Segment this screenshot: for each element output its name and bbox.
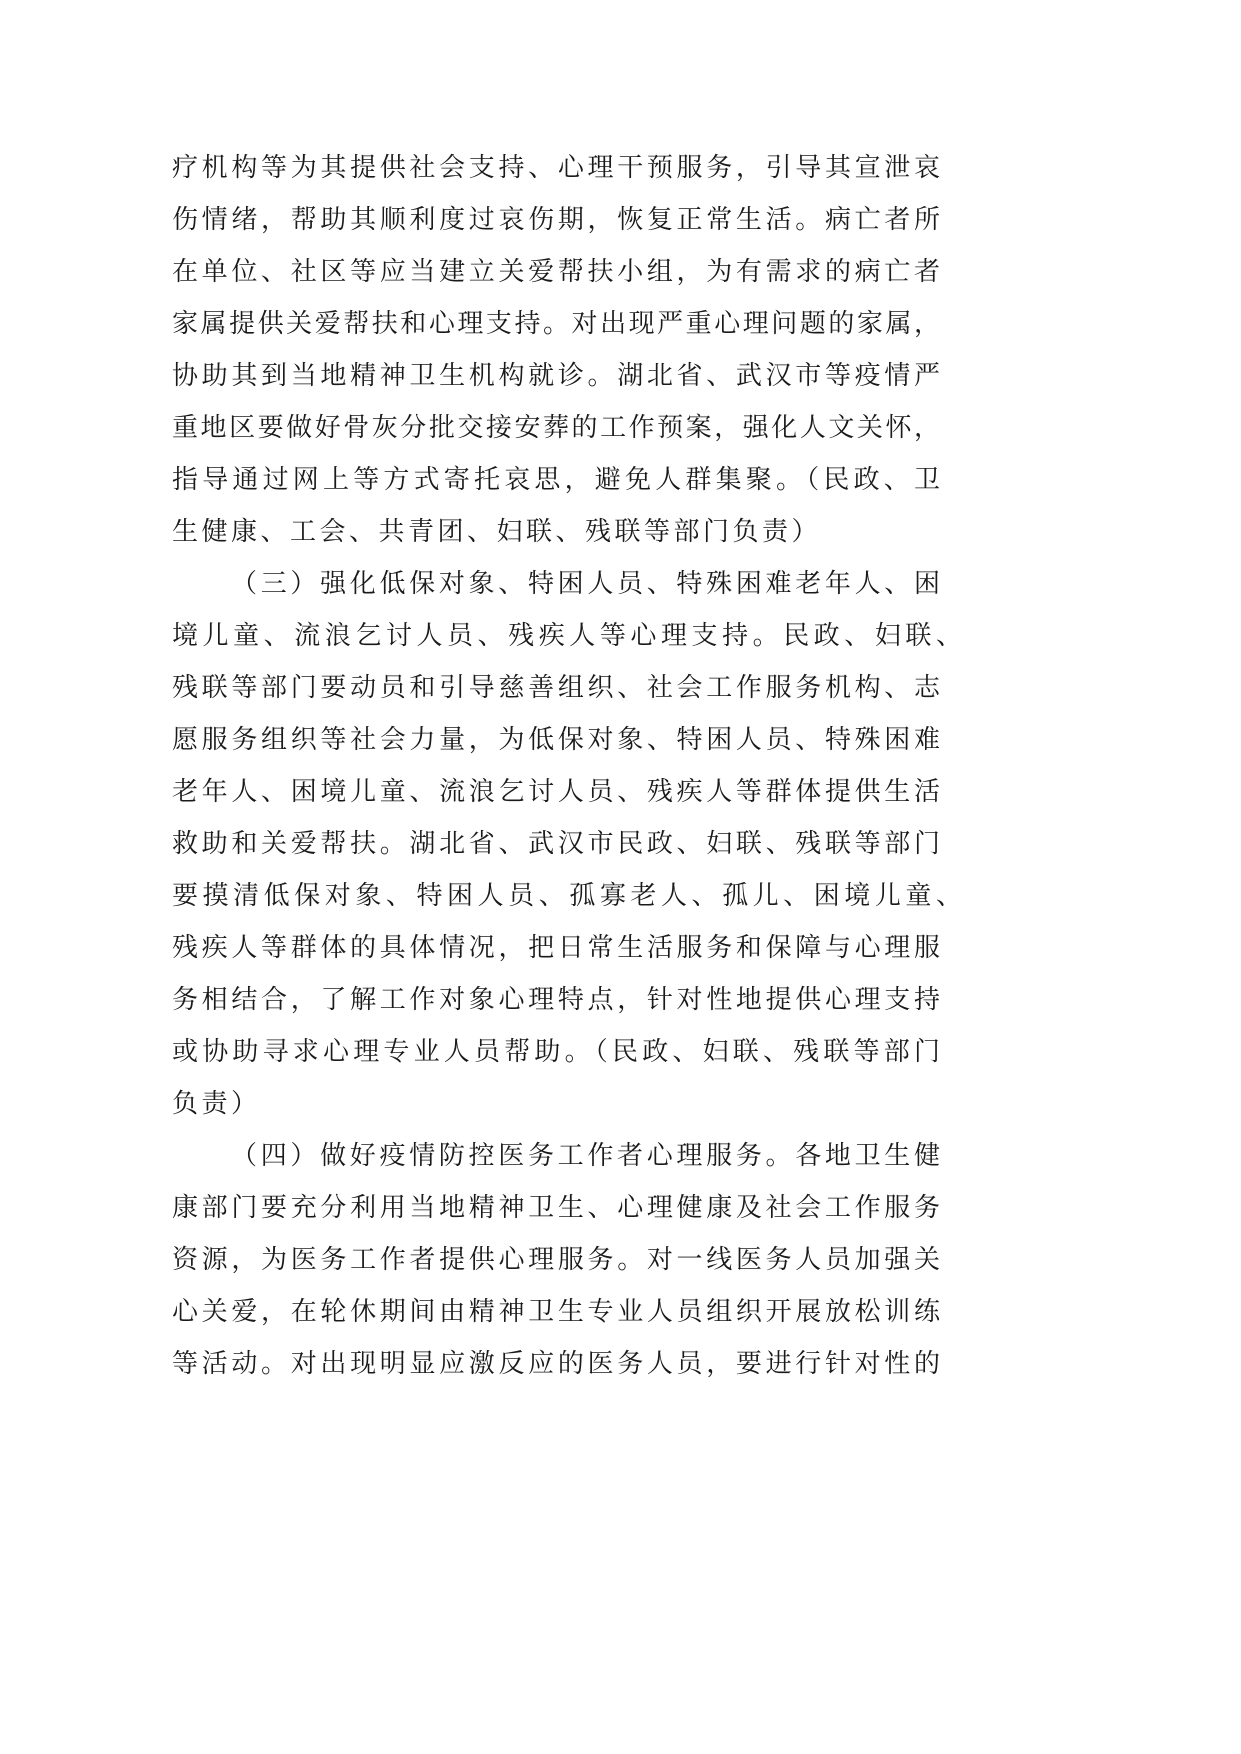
- text-line: 要摸清低保对象、特困人员、孤寡老人、孤儿、困境儿童、: [172, 881, 962, 911]
- text-line: 伤情绪，帮助其顺利度过哀伤期，恢复正常生活。病亡者所: [172, 205, 940, 235]
- section-heading-line: （三）强化低保对象、特困人员、特殊困难老年人、困: [231, 569, 940, 599]
- text-line: 家属提供关爱帮扶和心理支持。对出现严重心理问题的家属，: [172, 309, 940, 339]
- text-line: 康部门要充分利用当地精神卫生、心理健康及社会工作服务: [172, 1193, 940, 1223]
- paragraph-section-three: [172, 558, 972, 1130]
- text-line: 指导通过网上等方式寄托哀思，避免人群集聚。（民政、卫: [172, 465, 940, 495]
- text-line: 在单位、社区等应当建立关爱帮扶小组，为有需求的病亡者: [172, 257, 940, 287]
- text-line: 心关爱，在轮休期间由精神卫生专业人员组织开展放松训练: [172, 1297, 940, 1327]
- text-line: 残疾人等群体的具体情况，把日常生活服务和保障与心理服: [172, 933, 940, 963]
- text-line: 救助和关爱帮扶。湖北省、武汉市民政、妇联、残联等部门: [172, 829, 940, 859]
- text-line: 负责）: [172, 1089, 261, 1119]
- paragraph-section-four: [172, 1130, 972, 1390]
- text-line: 或协助寻求心理专业人员帮助。（民政、妇联、残联等部门: [172, 1037, 940, 1067]
- text-line: 残联等部门要动员和引导慈善组织、社会工作服务机构、志: [172, 673, 940, 703]
- text-line: 重地区要做好骨灰分批交接安葬的工作预案，强化人文关怀，: [172, 413, 940, 443]
- document-body: [172, 142, 972, 1390]
- text-line: 等活动。对出现明显应激反应的医务人员，要进行针对性的: [172, 1349, 940, 1379]
- text-line: 愿服务组织等社会力量，为低保对象、特困人员、特殊困难: [172, 725, 940, 755]
- section-heading-line: （四）做好疫情防控医务工作者心理服务。各地卫生健: [231, 1141, 940, 1171]
- text-line: 生健康、工会、共青团、妇联、残联等部门负责）: [172, 517, 822, 547]
- text-line: 老年人、困境儿童、流浪乞讨人员、残疾人等群体提供生活: [172, 777, 940, 807]
- text-line: 务相结合，了解工作对象心理特点，针对性地提供心理支持: [172, 985, 940, 1015]
- text-line: 协助其到当地精神卫生机构就诊。湖北省、武汉市等疫情严: [172, 361, 940, 391]
- text-line: 境儿童、流浪乞讨人员、残疾人等心理支持。民政、妇联、: [172, 621, 962, 651]
- text-line: 疗机构等为其提供社会支持、心理干预服务，引导其宣泄哀: [172, 153, 940, 183]
- text-line: 资源，为医务工作者提供心理服务。对一线医务人员加强关: [172, 1245, 940, 1275]
- paragraph-continuation: [172, 142, 972, 558]
